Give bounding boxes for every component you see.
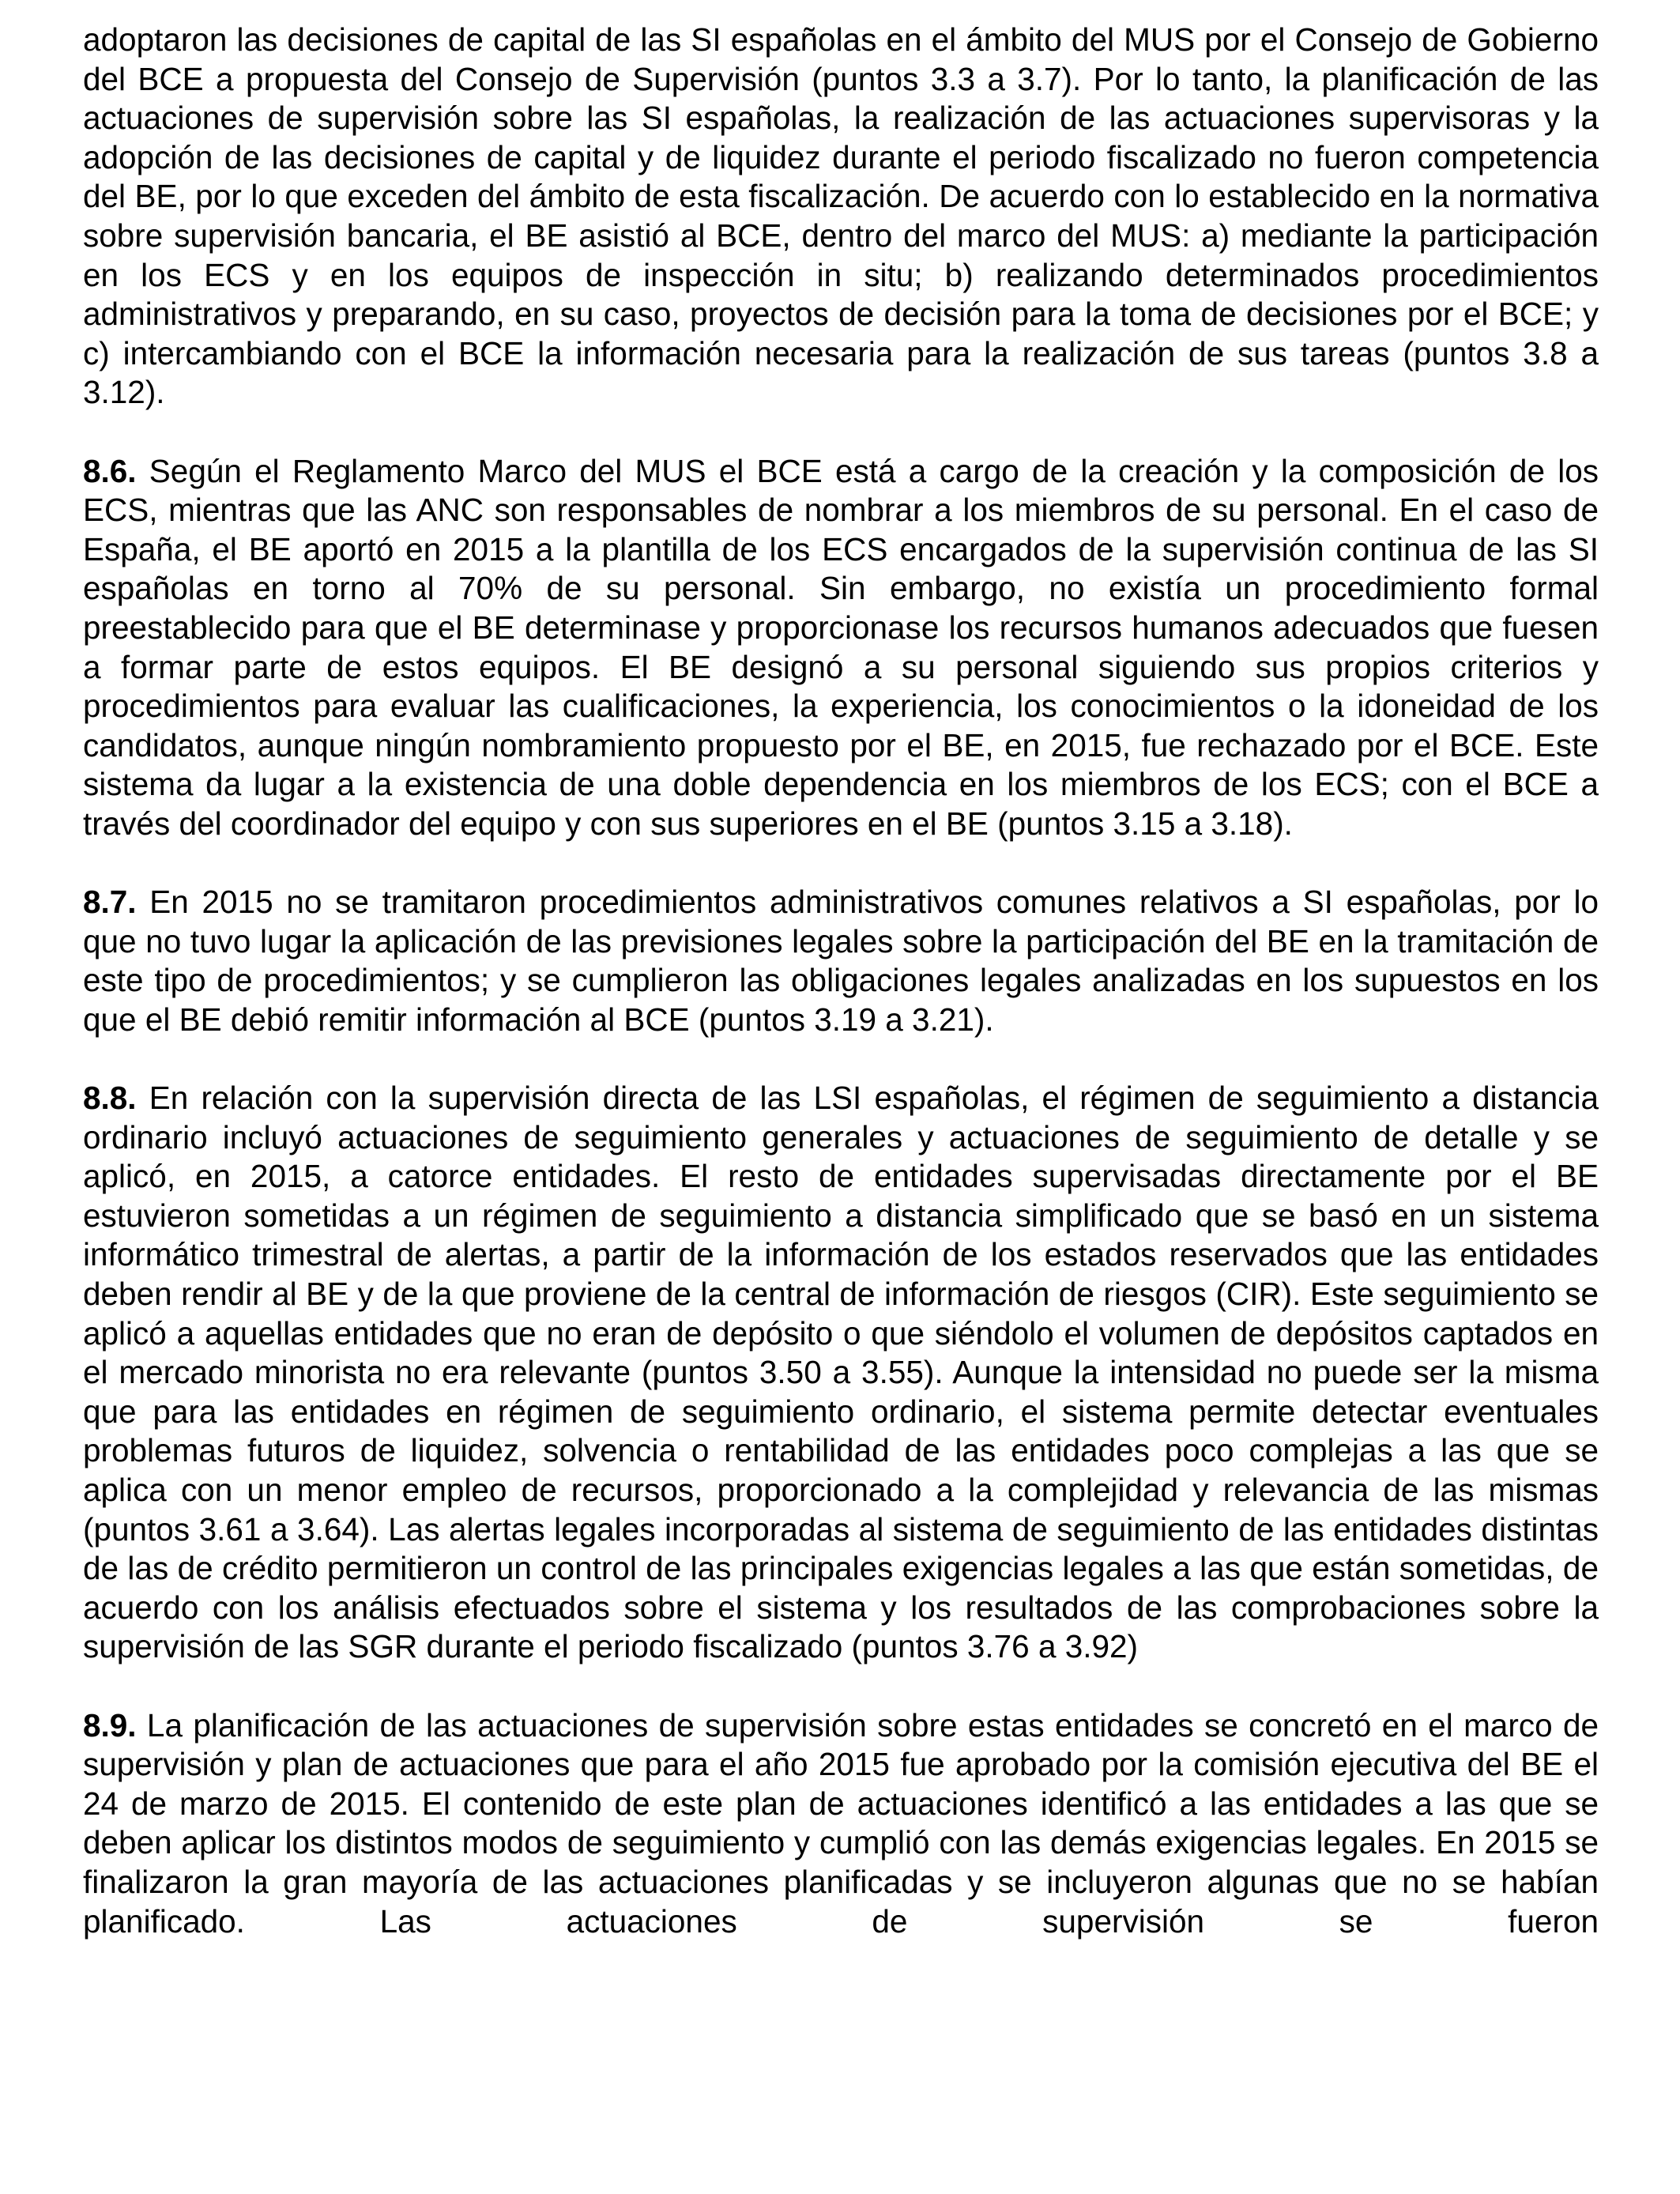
paragraph-8-7 <box>83 883 1599 1039</box>
paragraph-number: 8.7. <box>83 884 137 921</box>
paragraph-number: 8.9. <box>83 1706 137 1744</box>
paragraph-number: 8.8. <box>83 1080 137 1117</box>
document-page <box>83 21 1599 1941</box>
paragraph-continuation <box>83 21 1599 413</box>
paragraph-text: adoptaron las decisiones de capital de las SI españolas en el ámbito del MUS por el Consejo de Gobierno del BCE a propuesta del Consejo de Supervisión (puntos 3.3 a 3.7). Por lo tanto, la planificación de las actuaciones de supervisión sobre las SI españolas, la realización de las actuaciones supervisoras y la adopción de las decisiones de capital y de liquidez durante el periodo fiscalizado no fueron competencia del BE, por lo que exceden del ámbito de esta fiscalización. De acuerdo con lo establecido en la normativa sobre supervisión bancaria, el BE asistió al BCE, dentro del marco del MUS: a) mediante la participación en los ECS y en los equipos de inspección in situ; b) realizando determinados procedimientos administrativos y preparando, en su caso, proyectos de decisión para la toma de decisiones por el BCE; y c) intercambiando con el BCE la información necesaria para la realización de sus tareas (puntos 3.8 a 3.12). <box>83 21 1599 411</box>
paragraph-8-9 <box>83 1706 1599 1942</box>
paragraph-text: Según el Reglamento Marco del MUS el BCE está a cargo de la creación y la composición de los ECS, mientras que las ANC son responsables de nombrar a los miembros de su personal. En el caso de España, el BE aportó en 2015 a la plantilla de los ECS encargados de la supervisión continua de las SI españolas en torno al 70% de su personal. Sin embargo, no existía un procedimiento formal preestablecido para que el BE determinase y proporcionase los recursos humanos adecuados que fuesen a formar parte de estos equipos. El BE designó a su personal siguiendo sus propios criterios y procedimientos para evaluar las cualificaciones, la experiencia, los conocimientos o la idoneidad de los candidatos, aunque ningún nombramiento propuesto por el BE, en 2015, fue rechazado por el BCE. Este sistema da lugar a la existencia de una doble dependencia en los miembros de los ECS; con el BCE a través del coordinador del equipo y con sus superiores en el BE (puntos 3.15 a 3.18). <box>83 452 1599 842</box>
paragraph-8-6 <box>83 452 1599 844</box>
paragraph-text: En relación con la supervisión directa de las LSI españolas, el régimen de seguimiento a distancia ordinario incluyó actuaciones de seguimiento generales y actuaciones de seguimiento de detalle y se aplicó, en 2015, a catorce entidades. El resto de entidades supervisadas directamente por el BE estuvieron sometidas a un régimen de seguimiento a distancia simplificado que se basó en un sistema informático trimestral de alertas, a partir de la información de los estados reservados que las entidades deben rendir al BE y de la que proviene de la central de información de riesgos (CIR). Este seguimiento se aplicó a aquellas entidades que no eran de depósito o que siéndolo el volumen de depósitos captados en el mercado minorista no era relevante (puntos 3.50 a 3.55). Aunque la intensidad no puede ser la misma que para las entidades en régimen de seguimiento ordinario, el sistema permite detectar eventuales problemas futuros de liquidez, solvencia o rentabilidad de las entidades poco complejas a las que se aplica con un menor empleo de recursos, proporcionado a la complejidad y relevancia de las mismas (puntos 3.61 a 3.64). Las alertas legales incorporadas al sistema de seguimiento de las entidades distintas de las de crédito permitieron un control de las principales exigencias legales a las que están sometidas, de acuerdo con los análisis efectuados sobre el sistema y los resultados de las comprobaciones sobre la supervisión de las SGR durante el periodo fiscalizado (puntos 3.76 a 3.92) <box>83 1080 1599 1665</box>
paragraph-number: 8.6. <box>83 452 137 489</box>
paragraph-text: La planificación de las actuaciones de supervisión sobre estas entidades se concretó en el marco de supervisión y plan de actuaciones que para el año 2015 fue aprobado por la comisión ejecutiva del BE el 24 de marzo de 2015. El contenido de este plan de actuaciones identificó a las entidades a las que se deben aplicar los distintos modos de seguimiento y cumplió con las demás exigencias legales. En 2015 se finalizaron la gran mayoría de las actuaciones planificadas y se incluyeron algunas que no se habían planificado. Las actuaciones de supervisión se fueron <box>83 1706 1599 1940</box>
paragraph-8-8 <box>83 1079 1599 1667</box>
paragraph-text: En 2015 no se tramitaron procedimientos administrativos comunes relativos a SI españolas, por lo que no tuvo lugar la aplicación de las previsiones legales sobre la participación del BE en la tramitación de este tipo de procedimientos; y se cumplieron las obligaciones legales analizadas en los supuestos en los que el BE debió remitir información al BCE (puntos 3.19 a 3.21). <box>83 884 1599 1038</box>
